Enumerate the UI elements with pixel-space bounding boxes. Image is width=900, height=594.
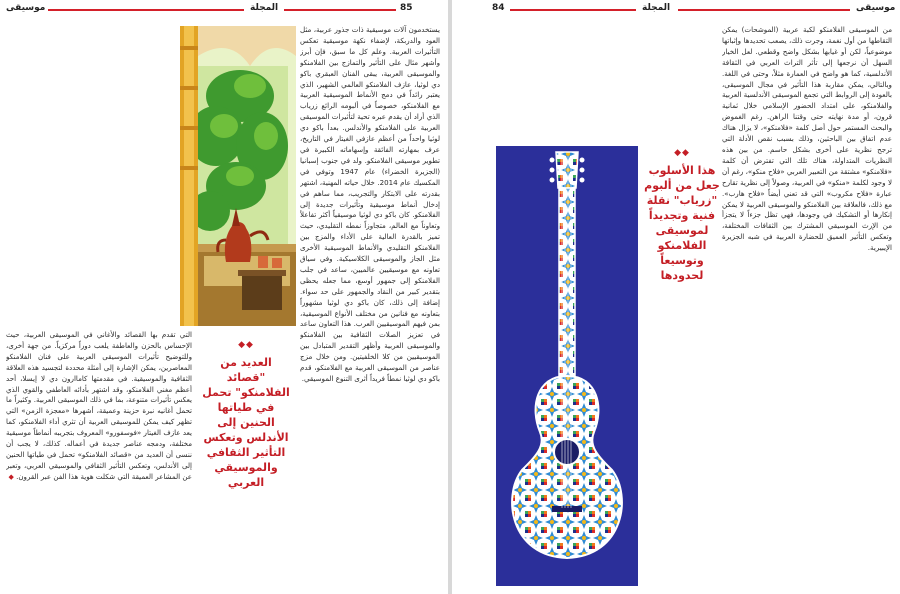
article-column-middle: [6, 330, 192, 585]
magazine-name: المجلة: [250, 3, 279, 13]
right-page: [452, 0, 900, 594]
pull-quote: [200, 338, 292, 490]
moorish-window-illustration: [180, 26, 296, 326]
section-label: موسيقى: [856, 3, 896, 13]
article-column-right: [300, 25, 440, 585]
diamond-ornament-icon: ◆◆: [238, 340, 254, 350]
pull-quote-text: هذا الأسلوب جعل من ألبوم "زرياب" نقلة فنية وتجديداً لموسيقى الفلامنكو وتوسيعاً لحدودها: [644, 164, 720, 282]
page-number: 84: [492, 3, 505, 13]
left-page: [0, 0, 448, 594]
magazine-name: المجلة: [642, 3, 671, 13]
header-rule: [510, 9, 636, 11]
header-rule: [48, 9, 244, 11]
end-mark-icon: ◆: [8, 472, 17, 481]
pull-quote-text: العديد من "قصائد الفلامنكو" تحمل في طياتها الحنين إلى الأندلس وتعكس التأثير الثقافي والموسيقي العربي: [202, 356, 290, 489]
section-label: موسيقى: [6, 3, 46, 13]
left-page-header: [0, 0, 448, 22]
article-text: من الموسيقى الفلامنكو لكبة عربية (الموشحات) يمكن التقاطها من أول نغمة، وجرت ذلك، يصعب تحديدها وإثباتها موضوعياً، لكن أو غيابها بشكل واضح وقطعي. لعل الخيار السهل أن نرجعها إلى تأثر التراث العربي في الثقافة الأندلسية، كما هو واضح في العمارة مثلاً، وحتى في اللغة. وبالتالي، يمكن مقاربة هذا التأثير في مجال الموسيقى، بالعودة إلى الروابط التي تجمع الموسيقى الأندلسية العربية والفلامنكو، على امتداد الحضور الإسلامي خلال ثمانية قرون، أو مدة نهايته حتى وقتنا الراهن. رغم الغموض والبحث المستمر حول أصل كلمة «فلامنكو»، لا يزال هناك عدم اتفاق بين الباحثين، وذلك بسبب نقص الأدلة التي ترجح نظرية على أخرى بشكل حاسم. من بين هذه النظريات المتداولة، هناك تلك التي تفترض أن كلمة «فلامنكو» مشتقة من التعبير العربي «فلاح منكو»، رغم أن لا وجود لكلمة «منكو» في العربية، وصولاً إلى نظرية تقارح عبارة «فلاح مكروب» التي قد تعني أيضاً «فلاح هارب». مع ذلك، فالعلاقة بين الفلامنكو والموسيقى العربية لا يمكن إنكارها أو التشكيك في وجودها، فهي تظل جزءاً لا يتجزأ من الإرث الموسيقي المشترك بين الثقافات المختلفة، وتعكس التأثير العميق للحضارة العربية في شبه الجزيرة الإيبيرية.: [722, 25, 892, 253]
article-text: يستخدمون آلات موسيقية ذات جذور عربية، مثل العود والدربكة، لإضفاء نكهة موسيقية تعكس التأثيرات العربية. وعلم كل ما سبق، فإن أبرز وأشهر مثال على التأثير والتمازج بين الفلامنكو والموسيقى العربية، يبقى الفنان العبقري باكو دي لوثيا، عازف الفلامنكو العالمي الشهير، الذي يعتبر رائداً في دمج الأنماط الموسيقية العربية مع الفلامنكو، خصوصاً في ألبومه الرائع زرياب الذي أراد أن يقدم عبره تحية لتأثيرات الموسيقى العربية على الفلامنكو والأندلس. بعدأ باكو دي لوثيا واحداً من أعظم عازفي الغيتار في التاريخ، عرف بمهارته الفائقة وإسهاماته الكبيرة في تطوير موسيقى الفلامنكو. ولد في جنوب إسبانيا (الجزيرة الخضراء) عام 1947 وتوفي في المكسيك عام 2014. خلال حياته المهنية، اشتهر بقدرته على الابتكار والتجريب، مما ساهم في إدخال أنماط موسيقية وتأثيرات جديدة إلى الفلامنكو. كان باكو دي لوثيا موسيقياً أكثر تفاعلاً وتعاوناً مع العالم، متجاوزاً نمطه التقليدي، حيث تميز بالقدرة العالية على الأداء والمزج بين الفلامنكو التقليدي والأنماط الموسيقية الأخرى مثل الجاز والموسيقى الكلاسيكية. وفي سياق تعاونه مع موسيقيين عالميين، ساعد في جلب الفلامنكو إلى جمهور أوسع، مما جعله يحظى بتقدير كبير من النقاد والجمهور على حد سواء. إضافة إلى ذلك، كان باكو دي لوثيا مشهوراً بتعاونه مع فنانين من مختلف الأنواع الموسيقية، بمن فيهم الموسيقيين العرب. هذا التعاون ساعد في تعزيز الصلات الثقافية بين الفلامنكو والموسيقى العربية وأظهر التقدير المتبادل بين الموسيقيين من كلا الخلفيتين. ومن خلال مزج عناصر من الموسيقى العربية مع الفلامنكو، قدم باكو دي لوثيا نمطاً فريداً أثرى التنوع الموسيقي.: [300, 25, 440, 383]
page-number: 85: [400, 3, 413, 13]
article-column: [722, 25, 892, 585]
article-text: التي تقدم بها القصائد والأغاني في الموسيقى العربية، حيث الإحساس بالحزن والعاطفة يلعب دوراً مركزياً. من جهة أخرى، وللتوضيح تأثيرات الموسيقى العربية على فنان الفلامنكو المعاصرين، يمكن الإشارة إلى أمثلة محددة لتجسيد هذه العلاقة الثقافية والموسيقية. في مقدمتها كاماارون دي لا إيسلا، أحد أعظم مغني الفلامنكو، وقد اشتهر بأدائه العاطفي والقوي الذي يعكس تأثيرات متنوعة، بما في ذلك الموسيقى العربية. وكثيراً ما تحمل أغانيه نبرة حزينة وعميقة، أشهرها «معجزة الزمن» التي تظهر كيف يمكن للموسيقى العربية أن تثري أداء الفلامنكو، كما يعد عازف الغيتار «فوسفورو» المعروف بتجريبه أنماطاً موسيقية مختلفة، ودمجه عناصر جديدة في أعماله. كذلك، لا يجب أن ننسى أن العديد من «قصائد الفلامنكو» تحمل في طياتها الحنين إلى الأندلس، وتعكس التأثير الثقافي والموسيقي العربي، وتعبر عن المشاعر العميقة التي شكلت هوية هذا الفن عبر القرون. ◆: [6, 330, 192, 481]
diamond-ornament-icon: ◆◆: [674, 148, 690, 158]
right-page-header: [452, 0, 900, 22]
pull-quote: [642, 146, 722, 283]
header-rule: [284, 9, 396, 11]
mosaic-guitar-illustration: [496, 146, 638, 586]
header-rule: [678, 9, 850, 11]
